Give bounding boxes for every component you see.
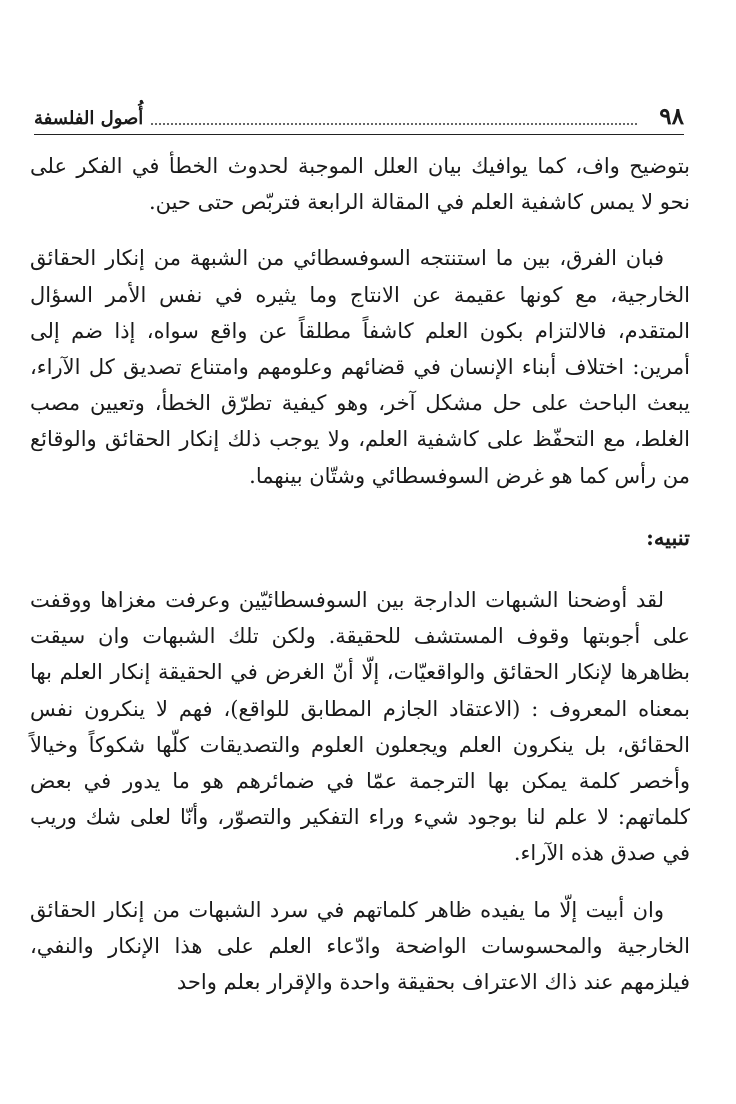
paragraph-continued: بتوضيح واف، كما يوافيك بيان العلل الموجبة لحدوث الخطأ في الفكر على نحو لا يمس كاشفية العلم في المقالة الرابعة فتربّص حتى حين. [30, 154, 690, 215]
paragraph: فبان الفرق، بين ما استنتجه السوفسطائي من الشبهة من إنكار الحقائق الخارجية، مع كونها عقيمة عن الانتاج وما يثيره في نفس الأمر السؤال المتقدم، فالالتزام بكون العلم كاشفاً مطلقاً عن واقع سواه، إذا ضم إلى أمرين: اختلاف أبناء الإنسان في قضائهم وعلومهم وامتناع تصديق كل الآراء، يبعث الباحث على حل مشكل آخر، وهو كيفية تطرّق الخطأ، وتعيين مصب الغلط، مع التحفّظ على كاشفية العلم، ولا يوجب ذلك إنكار الحقائق والوقائع من رأس كما هو غرض السوفسطائي وشتّان بينهما. [30, 246, 690, 488]
page-body [30, 148, 690, 1000]
section-heading: تنبيه: [646, 524, 690, 550]
dotted-leader [151, 123, 637, 125]
paragraph: وان أبيت إلّا ما يفيده ظاهر كلماتهم في سرد الشبهات من إنكار الحقائق الخارجية والمحسوسات الواضحة وادّعاء العلم على هذا الإنكار والنفي، فيلزمهم عند ذاك الاعتراف بحقيقة واحدة والإقرار بعلم واحد [30, 897, 690, 995]
book-title: أُصول الفلسفة [34, 108, 144, 129]
running-header [34, 100, 684, 135]
page-number: ٩٨ [659, 103, 684, 130]
paragraph: لقد أوضحنا الشبهات الدارجة بين السوفسطائيّين وعرفت مغزاها ووقفت على أجوبتها وقوف المستشف للحقيقة. ولكن تلك الشبهات وان سيقت بظاهرها لإنكار الحقائق والواقعيّات، إلّا أنّ الغرض في الحقيقة إنكار العلم بها بمعناه المعروف : (الاعتقاد الجازم المطابق للواقع)، فهم لا ينكرون نفس الحقائق، بل ينكرون العلم ويجعلون العلوم والتصديقات كلّها شكوكاً وخيالاً وأخصر كلمة يمكن بها الترجمة عمّا في ضمائرهم هو ما يدور في بعض كلماتهم: لا علم لنا بوجود شيء وراء التفكير والتصوّر، وأنّا لعلى شك وريب في صدق هذه الآراء. [30, 588, 690, 866]
